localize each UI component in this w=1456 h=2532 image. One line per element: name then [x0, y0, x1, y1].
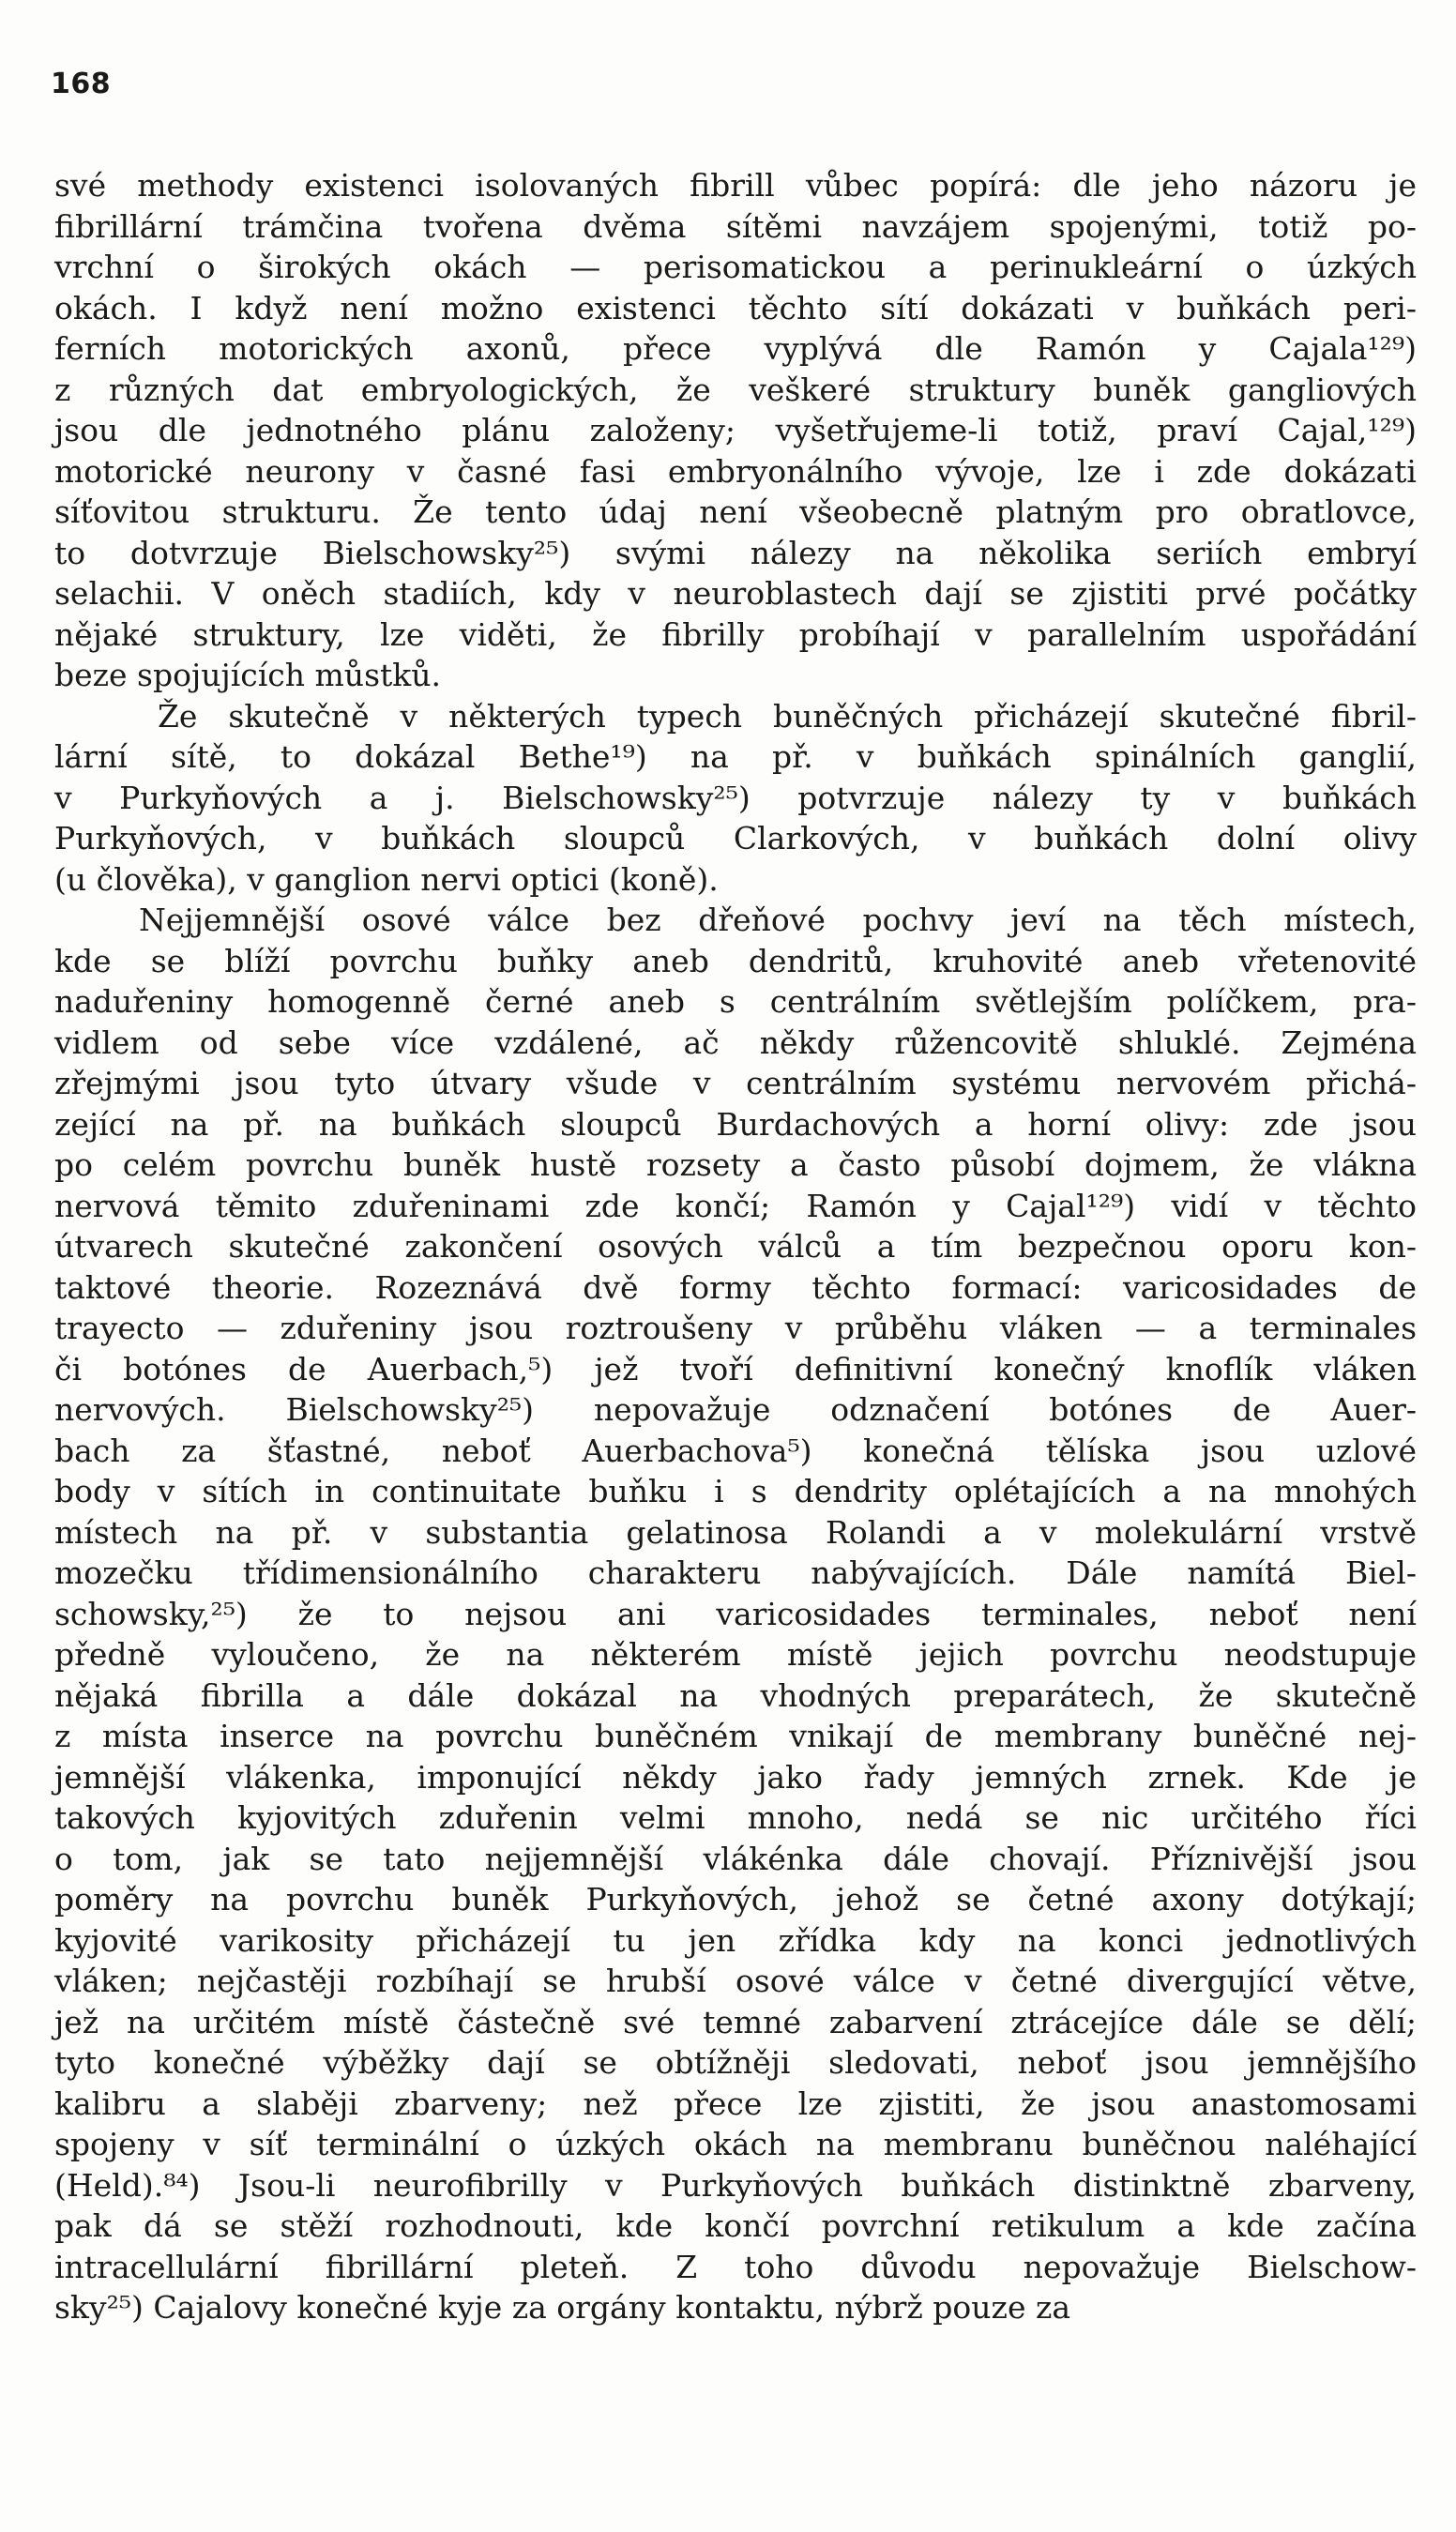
text-line: nějaká fibrilla a dále dokázal na vhodných preparátech, že skutečně: [54, 1676, 1417, 1714]
text-line: okách. I když není možno existenci těchto sítí dokázati v buňkách peri-: [54, 289, 1417, 326]
text-line: z různých dat embryologických, že veškeré struktury buněk gangliových: [54, 371, 1417, 408]
text-line: motorické neurony v časné fasi embryonálního vývoje, lze i zde dokázati: [54, 452, 1417, 490]
text-line: body v sítích in continuitate buňku i s dendrity oplétajících a na mnohých: [54, 1473, 1417, 1509]
text-line: kyjovité varikosity přicházejí tu jen zřídka kdy na konci jednotlivých: [54, 1921, 1417, 1959]
text-line: z místa inserce na povrchu buněčném vnikají de membrany buněčné nej-: [54, 1718, 1417, 1754]
text-line: nervová těmito zduřeninami zde končí; Ramón y Cajal¹²⁹) vidí v těchto: [54, 1187, 1417, 1224]
text-line: zřejmými jsou tyto útvary všude v centrálním systému nervovém přichá-: [54, 1065, 1417, 1101]
text-line: jsou dle jednotného plánu založeny; vyšetřujeme-li totiž, praví Cajal,¹²⁹): [54, 412, 1417, 448]
text-line: Že skutečně v některých typech buněčných přicházejí skutečné fibril-: [158, 697, 1417, 735]
text-line: vrchní o širokých okách — perisomatickou a perinukleární o úzkých: [54, 249, 1417, 285]
text-line: své methody existenci isolovaných fibrill vůbec popírá: dle jeho názoru je: [54, 167, 1417, 204]
text-line: tyto konečné výběžky dají se obtížněji sledovati, neboť jsou jemnějšího: [54, 2044, 1417, 2081]
text-line: (Held).⁸⁴) Jsou-li neurofibrilly v Purkyňových buňkách distinktně zbarveny,: [54, 2166, 1417, 2204]
text-line: to dotvrzuje Bielschowsky²⁵) svými nálezy na několika seriích embryí: [54, 534, 1417, 571]
text-line: taktové theorie. Rozeznává dvě formy těchto formací: varicosidades de: [54, 1268, 1417, 1306]
text-line: jemnější vlákenka, imponující někdy jako řady jemných zrnek. Kde je: [54, 1758, 1417, 1796]
text-line: o tom, jak se tato nejjemnější vlákénka dále chovají. Příznivější jsou: [54, 1840, 1417, 1877]
text-line: kalibru a slaběji zbarveny; než přece lze zjistiti, že jsou anastomosami: [54, 2085, 1417, 2122]
text-line: Purkyňových, v buňkách sloupců Clarkových, v buňkách dolní olivy: [54, 820, 1417, 857]
body-text: [54, 165, 1417, 2328]
text-line: síťovitou strukturu. Že tento údaj není všeobecně platným pro obratlovce,: [54, 493, 1417, 530]
text-line: nějaké struktury, lze viděti, že fibrilly probíhají v parallelním uspořádání: [54, 615, 1417, 653]
text-line: takových kyjovitých zduřenin velmi mnoho, nedá se nic určitého říci: [54, 1799, 1417, 1836]
text-line: ferních motorických axonů, přece vyplývá dle Ramón y Cajala¹²⁹): [54, 330, 1417, 367]
text-line: či botónes de Auerbach,⁵) jež tvoří definitivní konečný knoflík vláken: [54, 1350, 1417, 1387]
text-line: (u člověka), v ganglion nervi optici (koně).: [54, 860, 719, 898]
text-line: fibrillární trámčina tvořena dvěma sítěmi navzájem spojenými, totiž po-: [54, 207, 1417, 245]
text-line: mozečku třídimensionálního charakteru nabývajících. Dále namítá Biel-: [54, 1554, 1417, 1591]
text-line: sky²⁵) Cajalovy konečné kyje za orgány kontaktu, nýbrž pouze za: [54, 2289, 1071, 2326]
text-line: jež na určitém místě částečně své temné zabarvení ztrácejíce dále se dělí;: [54, 2003, 1417, 2040]
text-line: beze spojujících můstků.: [54, 657, 442, 693]
text-line: útvarech skutečné zakončení osových válců a tím bezpečnou oporu kon-: [54, 1228, 1417, 1265]
text-line: zející na př. na buňkách sloupců Burdachových a horní olivy: zde jsou: [54, 1105, 1417, 1143]
text-line: spojeny v síť terminální o úzkých okách na membranu buněčnou naléhající: [54, 2126, 1417, 2162]
text-line: předně vyloučeno, že na některém místě jejich povrchu neodstupuje: [54, 1636, 1417, 1673]
text-line: nervových. Bielschowsky²⁵) nepovažuje odznačení botónes de Auer-: [54, 1391, 1417, 1428]
text-line: Nejjemnější osové válce bez dřeňové pochvy jeví na těch místech,: [139, 902, 1417, 938]
text-line: kde se blíží povrchu buňky aneb dendritů, kruhovité aneb vřetenovité: [54, 942, 1417, 979]
text-line: schowsky,²⁵) že to nejsou ani varicosidades terminales, neboť není: [54, 1595, 1417, 1632]
text-line: pak dá se stěží rozhodnouti, kde končí povrchní retikulum a kde začína: [54, 2207, 1417, 2244]
text-line: vláken; nejčastěji rozbíhají se hrubší osové válce v četné divergující větve,: [54, 1963, 1417, 1999]
text-line: po celém povrchu buněk hustě rozsety a často působí dojmem, že vlákna: [54, 1146, 1417, 1183]
text-line: lární sítě, to dokázal Bethe¹⁹) na př. v buňkách spinálních ganglií,: [54, 738, 1417, 775]
text-line: bach za šťastné, neboť Auerbachova⁵) konečná tělíska jsou uzlové: [54, 1432, 1417, 1469]
text-line: trayecto — zduřeniny jsou roztroušeny v průběhu vláken — a terminales: [54, 1310, 1417, 1346]
text-line: naduřeniny homogenně černé aneb s centrálním světlejším políčkem, pra-: [54, 983, 1417, 1020]
text-line: selachii. V oněch stadiích, kdy v neuroblastech dají se zjistiti prvé počátky: [54, 575, 1417, 612]
text-line: poměry na povrchu buněk Purkyňových, jehož se četné axony dotýkají;: [54, 1881, 1417, 1918]
text-line: intracellulární fibrillární pleteň. Z toho důvodu nepovažuje Bielschow-: [54, 2248, 1417, 2285]
page-number: 168: [51, 68, 112, 100]
text-line: místech na př. v substantia gelatinosa Rolandi a v molekulární vrstvě: [54, 1513, 1417, 1551]
text-line: v Purkyňových a j. Bielschowsky²⁵) potvrzuje nálezy ty v buňkách: [54, 779, 1417, 816]
text-line: vidlem od sebe více vzdálené, ač někdy růžencovitě shluklé. Zejména: [54, 1023, 1417, 1061]
